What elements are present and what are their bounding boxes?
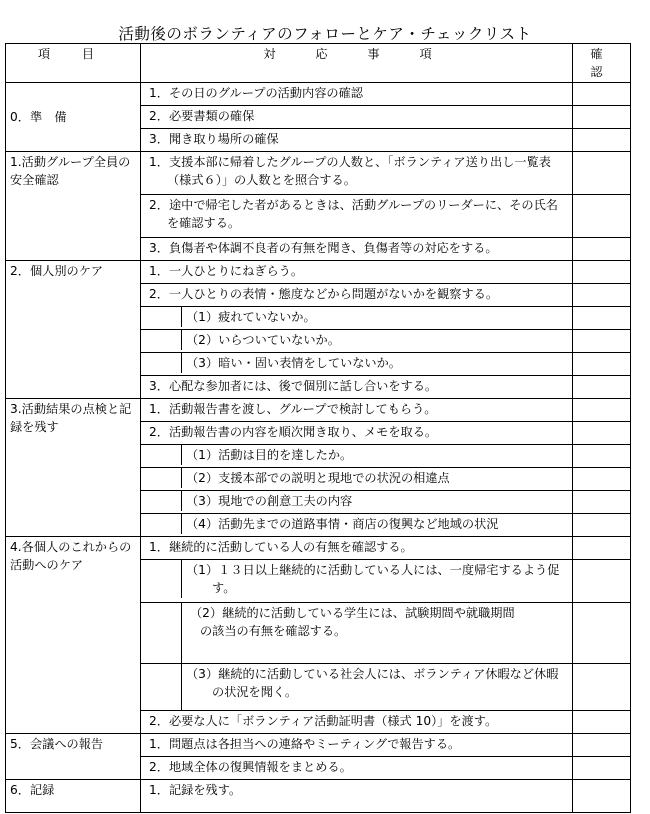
list-item: 2．活動報告書の内容を順次聞き取り、メモを取る。 <box>141 422 573 445</box>
check-cell[interactable] <box>573 603 631 664</box>
check-cell[interactable] <box>573 468 631 491</box>
checklist-table <box>5 43 631 813</box>
list-item: 1．活動報告書を渡し、グループで検討してもらう。 <box>141 399 573 422</box>
sub-item: （4）活動先までの道路事情・商店の復興など地域の状況 <box>181 514 572 534</box>
list-item: 1．一人ひとりにねぎらう。 <box>141 261 573 284</box>
check-cell[interactable] <box>573 129 631 152</box>
list-item: 2．必要書類の確保 <box>141 106 573 129</box>
check-cell[interactable] <box>573 238 631 261</box>
sub-item: （2）支援本部での説明と現地での状況の相違点 <box>181 468 572 488</box>
check-cell[interactable] <box>573 514 631 537</box>
check-cell[interactable] <box>573 445 631 468</box>
check-cell[interactable] <box>573 106 631 129</box>
sub-item: （3）継続的に活動している社会人には、ボランティア休暇など休暇の状況を聞く。 <box>181 664 572 710</box>
list-item: 1．問題点は各担当への連絡やミーティングで報告する。 <box>141 734 573 757</box>
check-cell[interactable] <box>573 376 631 399</box>
check-cell[interactable] <box>573 734 631 757</box>
category-meeting-report: 5．会議への報告 <box>6 734 141 780</box>
list-item: 3．心配な参加者には、後で個別に話し合いをする。 <box>141 376 573 399</box>
page-title: 活動後のボランティアのフォローとケア・チェックリスト <box>118 25 532 43</box>
list-item: 1．その日のグループの活動内容の確認 <box>141 83 573 106</box>
check-cell[interactable] <box>573 353 631 376</box>
check-cell[interactable] <box>573 195 631 238</box>
sub-item: （2）継続的に活動している学生には、試験期間や就職期間 <box>190 606 515 620</box>
check-cell[interactable] <box>573 664 631 711</box>
category-prep: 0．準 備 <box>6 83 141 152</box>
header-check: 確 認 <box>573 44 631 83</box>
sub-item: （3）暗い・固い表情をしていないか。 <box>181 353 572 373</box>
header-row <box>6 44 631 83</box>
check-cell[interactable] <box>573 83 631 106</box>
list-item: 2．必要な人に「ボランティア活動証明書（様式 10）」を渡す。 <box>141 711 573 734</box>
sub-item-continued: の該当の有無を確認する。 <box>200 624 347 638</box>
category-future-care: 4.各個人のこれからの活動へのケア <box>6 537 141 734</box>
check-cell[interactable] <box>573 537 631 560</box>
category-individual-care: 2．個人別のケア <box>6 261 141 399</box>
sub-item: （1）活動は目的を達したか。 <box>181 445 572 465</box>
check-cell[interactable] <box>573 261 631 284</box>
check-cell[interactable] <box>573 711 631 734</box>
check-cell[interactable] <box>573 399 631 422</box>
check-cell[interactable] <box>573 152 631 195</box>
list-item: 2．途中で帰宅した者があるときは、活動グループのリーダーに、その氏名を確認する。 <box>141 195 573 238</box>
check-cell[interactable] <box>573 560 631 603</box>
check-cell[interactable] <box>573 757 631 780</box>
sub-item: （1）疲れていないか。 <box>181 307 572 327</box>
list-item: 3．負傷者や体調不良者の有無を聞き、負傷者等の対応をする。 <box>141 238 573 261</box>
check-cell[interactable] <box>573 284 631 307</box>
sub-item: （1）１３日以上継続的に活動している人には、一度帰宅するよう促す。 <box>181 560 572 598</box>
category-record: 6．記録 <box>6 780 141 813</box>
category-review: 3.活動結果の点検と記録を残す <box>6 399 141 537</box>
list-item: 1．継続的に活動している人の有無を確認する。 <box>141 537 573 560</box>
category-safety: 1.活動グループ全員の安全確認 <box>6 152 141 261</box>
check-cell[interactable] <box>573 780 631 813</box>
list-item: 1．支援本部に帰着したグループの人数と、「ボランティア送り出し一覧表（様式６）」の人数とを照合する。 <box>141 152 573 195</box>
header-content: 対 応 事 項 <box>141 44 573 83</box>
list-item: 1．記録を残す。 <box>141 780 573 813</box>
check-cell[interactable] <box>573 307 631 330</box>
check-cell[interactable] <box>573 422 631 445</box>
sub-item: （2）いらついていないか。 <box>181 330 572 350</box>
list-item: 3．聞き取り場所の確保 <box>141 129 573 152</box>
list-item: 2．地域全体の復興情報をまとめる。 <box>141 757 573 780</box>
check-cell[interactable] <box>573 330 631 353</box>
list-item: 2．一人ひとりの表情・態度などから問題がないかを観察する。 <box>141 284 573 307</box>
header-item: 項 目 <box>6 44 141 83</box>
sub-item: （3）現地での創意工夫の内容 <box>181 491 572 511</box>
check-cell[interactable] <box>573 491 631 514</box>
